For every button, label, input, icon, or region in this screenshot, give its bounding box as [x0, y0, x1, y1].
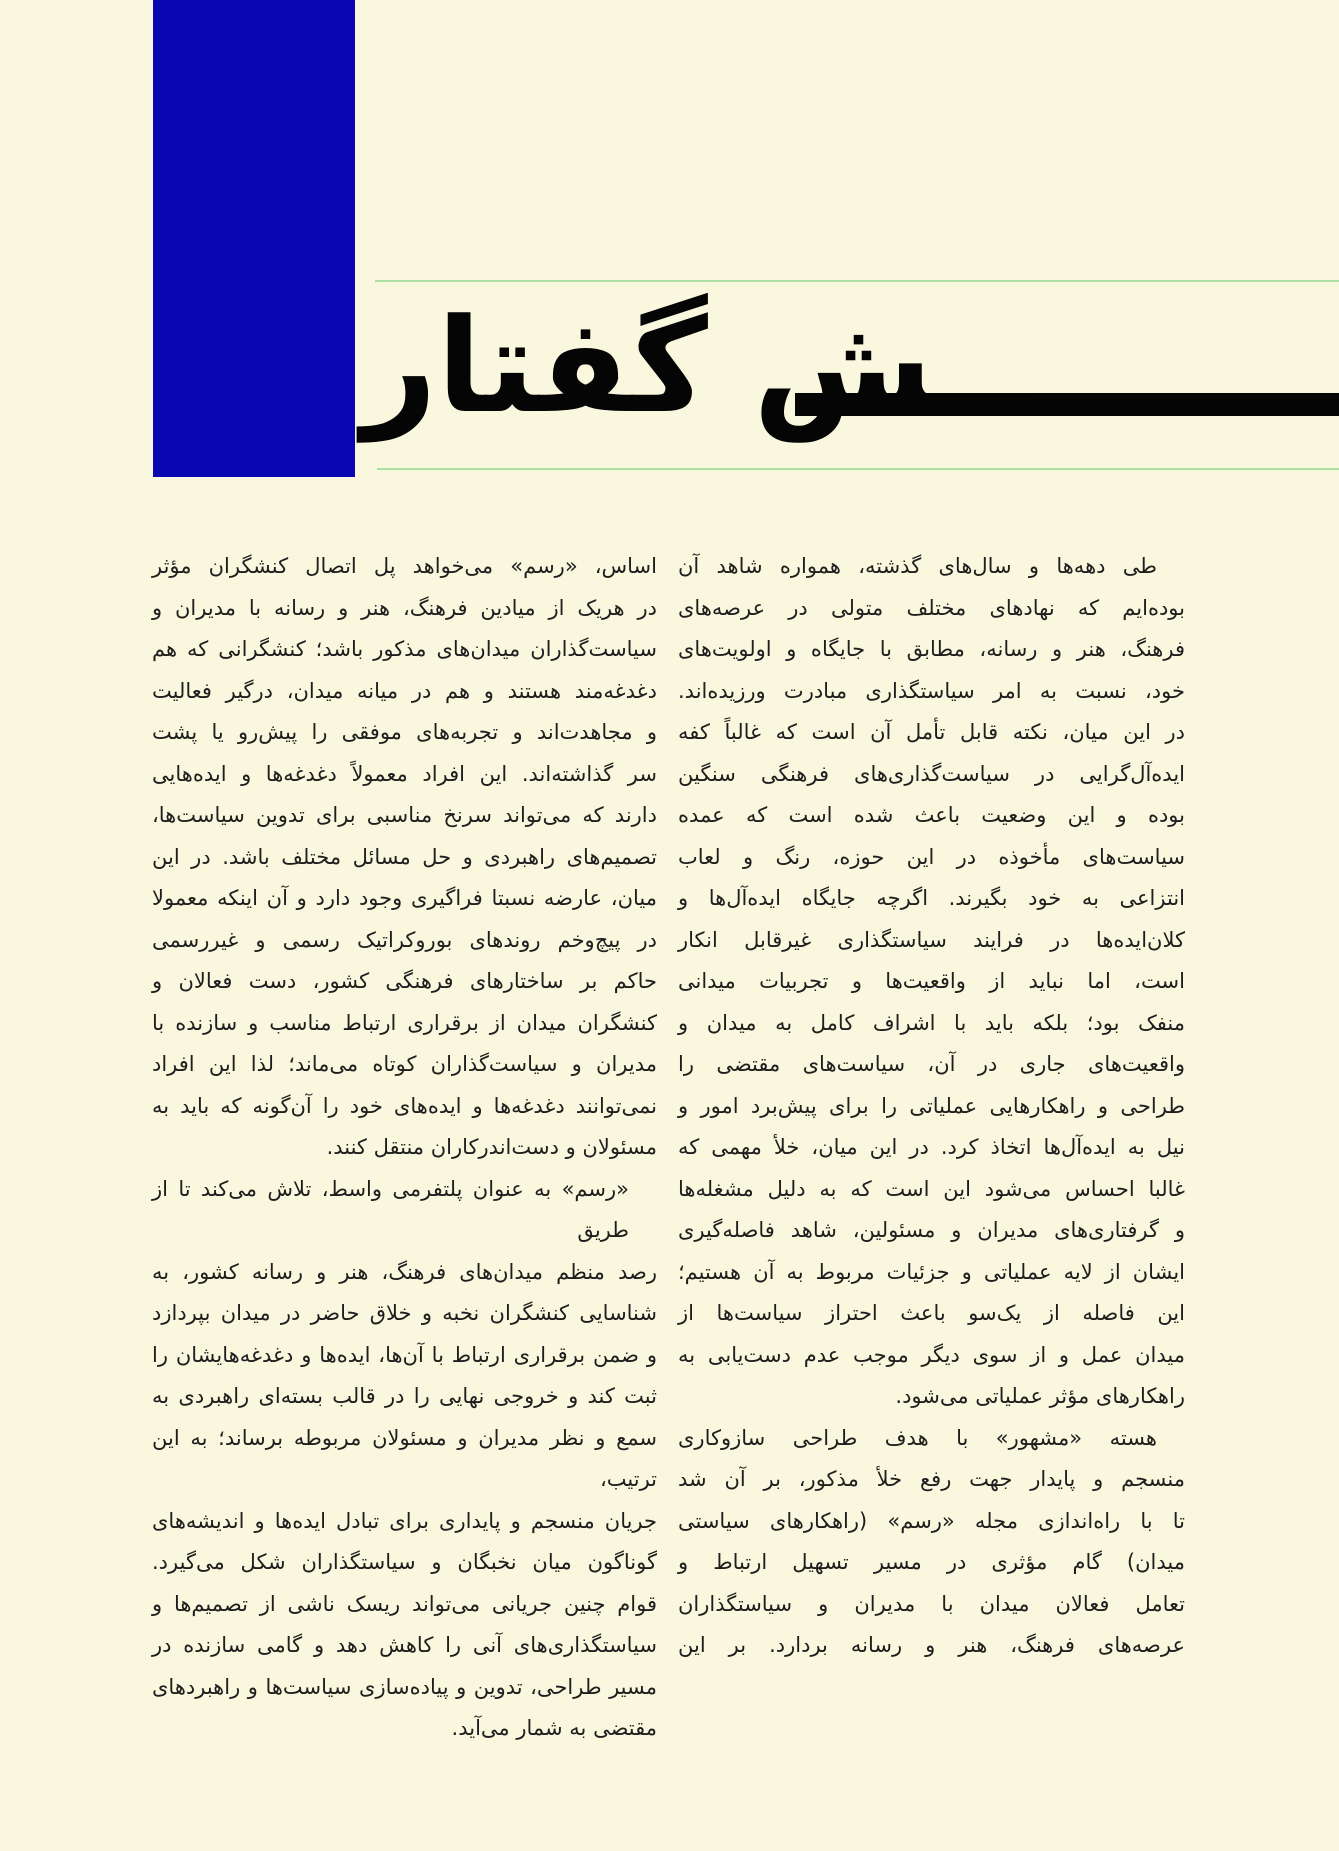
text-line: و گرفتاری‌های مدیران و مسئولین، شاهد فاصله‌گیری [678, 1218, 1185, 1242]
text-line: سمع و نظر مدیران و مسئولان مربوطه برساند؛ به این ترتیب، [152, 1425, 657, 1491]
text-line: دارند که می‌تواند سرنخ مناسبی برای تدوین سیاست‌ها، [152, 803, 657, 827]
text-line: نیل به ایده‌آل‌ها اتخاذ کرد. در این میان، خلأ مهمی که [678, 1135, 1185, 1159]
text-line: ثبت کند و خروجی نهایی را در قالب بسته‌ای راهبردی به [152, 1384, 657, 1408]
text-line: فرهنگ، هنر و رسانه، مطابق با جایگاه و اولویت‌های [678, 637, 1185, 661]
blue-accent-block [153, 0, 355, 477]
text-line: است، اما نباید از واقعیت‌ها و تجربیات میدانی [678, 969, 1185, 993]
text-line: حاکم بر ساختارهای فرهنگی کشور، دست فعالان و [152, 969, 657, 993]
text-line: طراحی و راهکارهایی عملیاتی را برای پیش‌برد امور و [678, 1093, 1185, 1118]
text-line: تصمیم‌های راهبردی و حل مسائل مختلف باشد. در این [152, 844, 657, 869]
text-line: سیاستگذاری‌های آنی را کاهش دهد و گامی سازنده در [152, 1633, 657, 1657]
text-line: ایده‌آل‌گرایی در سیاست‌گذاری‌های فرهنگی سنگین [678, 761, 1185, 786]
text-line: مسیر طراحی، تدوین و پیاده‌سازی سیاست‌ها و راهبردهای [152, 1674, 657, 1699]
column-right [678, 546, 1185, 1667]
column-left [152, 546, 657, 1750]
header-bottom-rule [377, 468, 1339, 470]
text-line: و مجاهدت‌اند و تجربه‌های موفقی را پیش‌رو یا پشت [152, 720, 657, 744]
text-line: منفک بود؛ بلکه باید با اشراف کامل به میدان و [678, 1010, 1185, 1035]
text-line: سیاست‌های مأخوذه در این حوزه، رنگ و لعاب [678, 844, 1185, 869]
top-rule [375, 280, 1339, 282]
text-line: میدان) گام مؤثری در مسیر تسهیل ارتباط و [678, 1550, 1185, 1574]
text-line: و ضمن برقراری ارتباط با آن‌ها، ایده‌ها و دغدغه‌هایشان را [152, 1342, 657, 1367]
text-line: راهکارهای مؤثر عملیاتی می‌شود. [895, 1384, 1185, 1408]
text-line: این فاصله از یک‌سو باعث احتراز سیاست‌ها از [678, 1301, 1185, 1325]
section-title-text: ــش گفتار [362, 290, 1026, 442]
text-line: هسته «مشهور» با هدف طراحی سازوکاری [678, 1425, 1157, 1450]
text-line: تا با راه‌اندازی مجله «رسم» (راهکارهای سیاستی [678, 1508, 1185, 1533]
text-line: کلان‌ایده‌ها در فرایند سیاستگذاری غیرقابل انکار [678, 927, 1185, 952]
text-line: کنشگران میدان از برقراری ارتباط مناسب و سازنده با [152, 1010, 657, 1035]
text-line: شناسایی کنشگران نخبه و خلاق حاضر در میدان بپردازد [152, 1301, 657, 1325]
text-line: سر گذاشته‌اند. این افراد معمولاً دغدغه‌ها و ایده‌هایی [152, 761, 657, 786]
text-line: گوناگون میان نخبگان و سیاستگذاران شکل می‌گیرد. [152, 1550, 657, 1574]
text-line: مدیران و سیاست‌گذاران کوتاه می‌ماند؛ لذا این افراد [152, 1052, 657, 1076]
text-line: در پیچ‌وخم روندهای بوروکراتیک رسمی و غیررسمی [152, 927, 657, 952]
text-line: بوده‌ایم که نهادهای مختلف متولی در عرصه‌های [678, 595, 1185, 620]
text-line: سیاست‌گذاران میدان‌های مذکور باشد؛ کنشگرانی که هم [152, 637, 657, 661]
text-line: واقعیت‌های جاری در آن، سیاست‌های مقتضی را [678, 1052, 1185, 1076]
text-line: قوام چنین جریانی می‌تواند ریسک ناشی از تصمیم‌ها و [152, 1591, 657, 1616]
text-line: ایشان از لایه عملیاتی و جزئیات مربوط به آن هستیم؛ [678, 1259, 1185, 1284]
text-line: در هریک از میادین فرهنگ، هنر و رسانه با مدیران و [152, 595, 657, 620]
text-line: تعامل فعالان میدان با مدیران و سیاستگذاران [678, 1591, 1185, 1616]
text-line: طی دهه‌ها و سال‌های گذشته، همواره شاهد آن [678, 554, 1157, 578]
text-line: نمی‌توانند دغدغه‌ها و ایده‌های خود را آن‌گونه که باید به [152, 1093, 657, 1118]
text-line: انتزاعی به خود بگیرند. اگرچه جایگاه ایده‌آل‌ها و [678, 886, 1185, 910]
text-line: رصد منظم میدان‌های فرهنگ، هنر و رسانه کشور، به [152, 1259, 657, 1284]
text-line: «رسم» به عنوان پلتفرمی واسط، تلاش می‌کند تا از طریق [152, 1176, 629, 1242]
text-line: مقتضی به شمار می‌آید. [451, 1716, 657, 1740]
text-line: دغدغه‌مند هستند و هم در میانه میدان، درگیر فعالیت [152, 678, 657, 703]
text-line: منسجم و پایدار جهت رفع خلأ مذکور، بر آن شد [678, 1467, 1185, 1491]
text-line: خود، نسبت به امر سیاستگذاری مبادرت ورزیده‌اند. [678, 678, 1185, 703]
text-line: مسئولان و دست‌اندرکاران منتقل کنند. [326, 1135, 657, 1159]
text-line: میدان عمل و از سوی دیگر موجب عدم دست‌یابی به [678, 1342, 1185, 1367]
text-line: میان، عارضه نسبتا فراگیری وجود دارد و آن اینکه معمولا [152, 886, 657, 910]
text-line: جریان منسجم و پایداری برای تبادل ایده‌ها و اندیشه‌های [152, 1508, 657, 1533]
text-line: در این میان، نکته قابل تأمل آن است که غالباً کفه [678, 720, 1185, 744]
text-line: بوده و این وضعیت باعث شده است که عمده [678, 803, 1185, 827]
text-line: غالبا احساس می‌شود این است که به دلیل مشغله‌ها [678, 1176, 1185, 1201]
text-line: اساس، «رسم» می‌خواهد پل اتصال کنشگران مؤثر [152, 554, 657, 578]
text-line: عرصه‌های فرهنگ، هنر و رسانه بردارد. بر این [678, 1633, 1185, 1657]
